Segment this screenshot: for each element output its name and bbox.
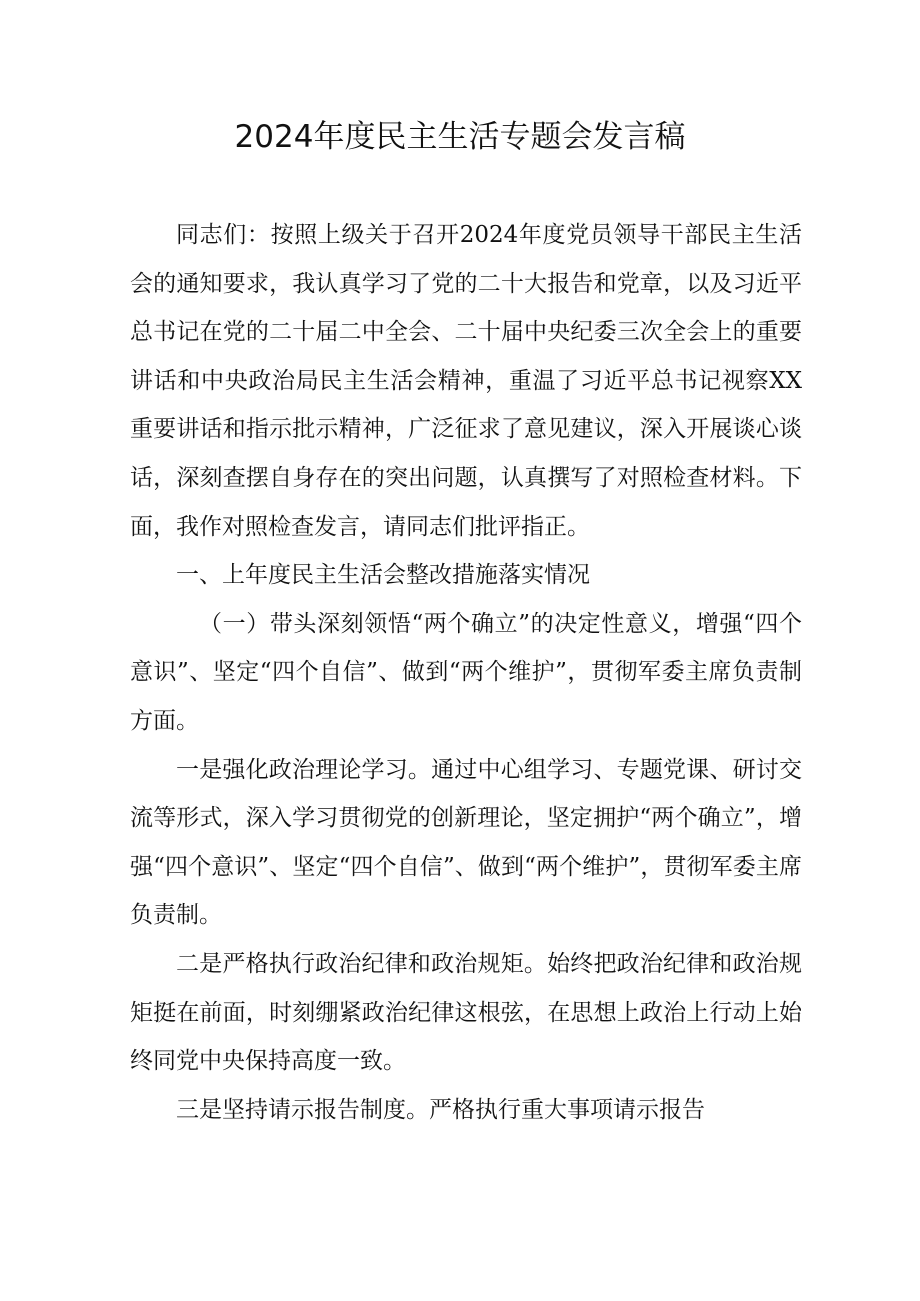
document-body [130, 211, 802, 1134]
paragraph-item-three: 三是坚持请示报告制度。严格执行重大事项请示报告 [176, 1096, 705, 1123]
paragraph-item-two: 二是严格执行政治纪律和政治规矩。始终把政治纪律和政治规矩挺在前面，时刻绷紧政治纪律这根弦，在思想上政治上行动上始终同党中央保持高度一致。 [130, 950, 802, 1075]
section-heading: 一、上年度民主生活会整改措施落实情况 [176, 562, 590, 589]
subsection-heading: （一）带头深刻领悟“两个确立”的决定性意义，增强“四个意识”、坚定“四个自信”、做到“两个维护”，贯彻军委主席负责制方面。 [130, 610, 802, 734]
document-title: 2024年度民主生活专题会发言稿 [234, 119, 686, 155]
paragraph-item-one: 一是强化政治理论学习。通过中心组学习、专题党课、研讨交流等形式，深入学习贯彻党的创新理论，坚定拥护“两个确立”，增强“四个意识”、坚定“四个自信”、做到“两个维护”，贯彻军委主席负责制。 [130, 756, 802, 929]
paragraph-greeting: 同志们：按照上级关于召开2024年度党员领导干部民主生活会的通知要求，我认真学习了党的二十大报告和党章，以及习近平总书记在党的二十届二中全会、二十届中央纪委三次全会上的重要讲话和中央政治局民主生活会精神，重温了习近平总书记视察XX重要讲话和指示批示精神，广泛征求了意见建议，深入开展谈心谈话，深刻查摆自身存在的突出问题，认真撰写了对照检查材料。下面，我作对照检查发言，请同志们批评指正。 [130, 222, 802, 540]
